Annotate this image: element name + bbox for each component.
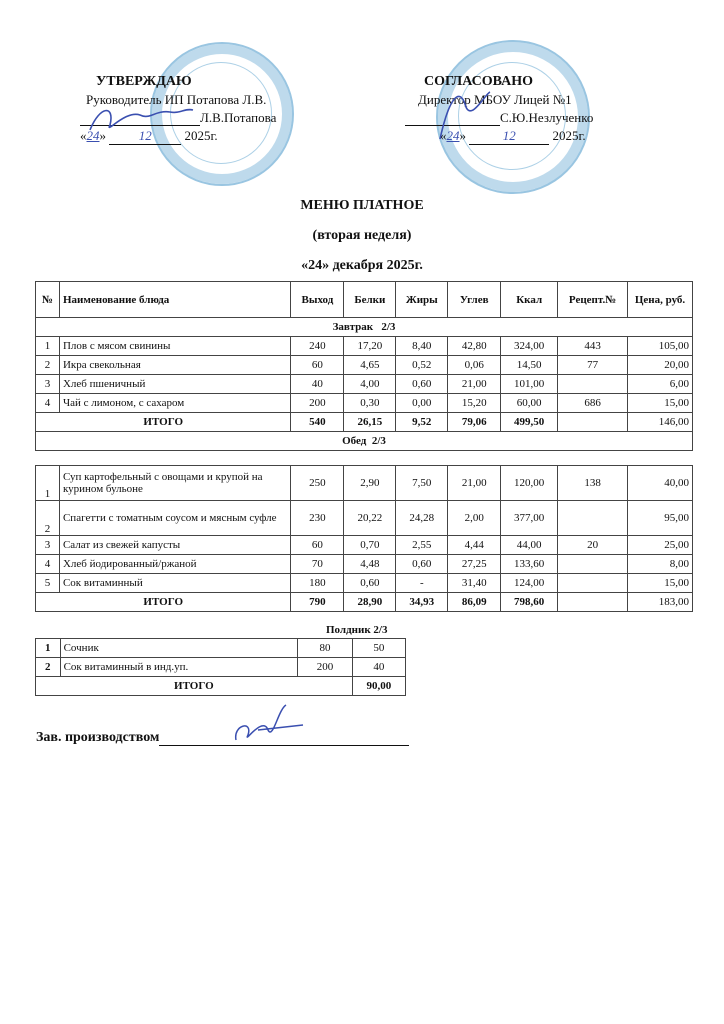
cell-number: 3	[36, 375, 60, 394]
approval-right-date-year: 2025г.	[552, 128, 586, 143]
cell-number: 2	[36, 658, 61, 677]
snack-table	[35, 638, 406, 696]
table-row	[36, 466, 693, 501]
footer-label: Зав. производством	[36, 730, 160, 745]
cell-dish: Плов с мясом свинины	[59, 337, 290, 356]
cell-number: 2	[36, 356, 60, 375]
cell-carbs: 79,06	[448, 413, 501, 432]
col-header-dish: Наименование блюда	[59, 282, 290, 318]
section-lunch	[36, 432, 693, 451]
cell-protein: 0,30	[344, 394, 396, 413]
cell-dish: Суп картофельный с овощами и крупой на курином бульоне	[59, 466, 290, 501]
cell-recipe: 686	[558, 394, 628, 413]
cell-price: 6,00	[628, 375, 693, 394]
cell-price: 183,00	[628, 593, 693, 612]
cell-recipe	[558, 574, 628, 593]
cell-recipe	[558, 375, 628, 394]
col-header-carbs: Углев	[448, 282, 501, 318]
table-row	[36, 555, 693, 574]
cell-kcal: 14,50	[501, 356, 558, 375]
cell-dish: Икра свекольная	[59, 356, 290, 375]
table-header-row	[36, 282, 693, 318]
cell-yield: 60	[291, 536, 344, 555]
cell-yield: 80	[298, 639, 352, 658]
cell-protein: 20,22	[344, 501, 396, 536]
cell-fat: -	[396, 574, 448, 593]
table-row	[36, 574, 693, 593]
col-header-recipe: Рецепт.№	[558, 282, 628, 318]
cell-dish: Сок витаминный	[59, 574, 290, 593]
cell-fat: 0,60	[396, 555, 448, 574]
cell-price: 90,00	[352, 677, 405, 696]
cell-carbs: 86,09	[448, 593, 501, 612]
cell-kcal: 377,00	[501, 501, 558, 536]
cell-yield: 40	[291, 375, 344, 394]
cell-fat: 24,28	[396, 501, 448, 536]
section-lunch-label: Обед 2/3	[36, 432, 693, 451]
cell-kcal: 324,00	[501, 337, 558, 356]
cell-recipe	[558, 593, 628, 612]
cell-recipe: 20	[558, 536, 628, 555]
cell-number: 1	[36, 466, 60, 501]
cell-number: 4	[36, 555, 60, 574]
cell-number: 4	[36, 394, 60, 413]
footer-production-manager	[36, 730, 409, 746]
approval-right-date: «24» 12 2025г.	[440, 128, 586, 143]
cell-recipe	[558, 501, 628, 536]
table-total-row	[36, 593, 693, 612]
table-row	[36, 536, 693, 555]
cell-fat: 2,55	[396, 536, 448, 555]
cell-protein: 4,00	[344, 375, 396, 394]
cell-protein: 4,48	[344, 555, 396, 574]
cell-carbs: 42,80	[448, 337, 501, 356]
cell-kcal: 44,00	[501, 536, 558, 555]
cell-number: 1	[36, 639, 61, 658]
cell-yield: 540	[291, 413, 344, 432]
approval-right-heading: СОГЛАСОВАНО	[424, 74, 533, 89]
cell-kcal: 101,00	[501, 375, 558, 394]
cell-kcal: 124,00	[501, 574, 558, 593]
cell-kcal: 120,00	[501, 466, 558, 501]
section-breakfast-label: Завтрак 2/3	[36, 318, 693, 337]
cell-price: 20,00	[628, 356, 693, 375]
page-date: «24» декабря 2025г.	[301, 258, 423, 273]
col-header-yield: Выход	[291, 282, 344, 318]
cell-protein: 0,60	[344, 574, 396, 593]
col-header-protein: Белки	[344, 282, 396, 318]
cell-protein: 17,20	[344, 337, 396, 356]
approval-right-date-month: 12	[469, 128, 549, 145]
cell-fat: 8,40	[396, 337, 448, 356]
total-label: ИТОГО	[36, 593, 291, 612]
menu-table	[35, 281, 693, 612]
page-title: МЕНЮ ПЛАТНОЕ	[300, 198, 424, 213]
cell-dish: Сок витаминный в инд.уп.	[60, 658, 298, 677]
cell-price: 105,00	[628, 337, 693, 356]
table-row	[36, 501, 693, 536]
table-row	[36, 375, 693, 394]
cell-fat: 7,50	[396, 466, 448, 501]
cell-recipe: 138	[558, 466, 628, 501]
cell-protein: 4,65	[344, 356, 396, 375]
cell-carbs: 21,00	[448, 466, 501, 501]
approval-left-heading: УТВЕРЖДАЮ	[96, 74, 192, 89]
cell-protein: 26,15	[344, 413, 396, 432]
cell-dish: Хлеб пшеничный	[59, 375, 290, 394]
approval-left-signer: Л.В.Потапова	[200, 110, 277, 125]
cell-fat: 0,60	[396, 375, 448, 394]
col-header-fat: Жиры	[396, 282, 448, 318]
cell-recipe	[558, 413, 628, 432]
cell-protein: 0,70	[344, 536, 396, 555]
col-header-kcal: Ккал	[501, 282, 558, 318]
cell-fat: 9,52	[396, 413, 448, 432]
cell-dish: Хлеб йодированный/ржаной	[59, 555, 290, 574]
cell-price: 40	[352, 658, 405, 677]
cell-yield: 60	[291, 356, 344, 375]
cell-price: 8,00	[628, 555, 693, 574]
cell-number: 1	[36, 337, 60, 356]
cell-dish: Чай с лимоном, с сахаром	[59, 394, 290, 413]
cell-recipe	[558, 555, 628, 574]
cell-kcal: 798,60	[501, 593, 558, 612]
cell-yield: 180	[291, 574, 344, 593]
approval-left-position: Руководитель ИП Потапова Л.В.	[86, 92, 267, 107]
cell-yield: 200	[298, 658, 352, 677]
signature-footer-icon	[228, 700, 308, 750]
table-total-row	[36, 413, 693, 432]
snack-row	[36, 639, 406, 658]
approval-left-date-month: 12	[109, 128, 181, 145]
cell-price: 15,00	[628, 394, 693, 413]
cell-price: 146,00	[628, 413, 693, 432]
section-gap	[36, 451, 693, 466]
cell-protein: 28,90	[344, 593, 396, 612]
cell-yield: 230	[291, 501, 344, 536]
signature-right-icon	[430, 84, 500, 144]
approval-right-date-day: 24	[446, 128, 460, 143]
cell-dish: Салат из свежей капусты	[59, 536, 290, 555]
cell-kcal: 133,60	[501, 555, 558, 574]
snack-total-row	[36, 677, 406, 696]
table-row	[36, 356, 693, 375]
cell-price: 15,00	[628, 574, 693, 593]
cell-kcal: 499,50	[501, 413, 558, 432]
approval-left-date-day: 24	[86, 128, 100, 143]
col-header-price: Цена, руб.	[628, 282, 693, 318]
cell-yield: 250	[291, 466, 344, 501]
cell-kcal: 60,00	[501, 394, 558, 413]
cell-recipe: 443	[558, 337, 628, 356]
approval-left-date: «24» 12 2025г.	[80, 128, 218, 143]
signature-left-icon	[85, 100, 195, 140]
table-row	[36, 394, 693, 413]
page-subtitle: (вторая неделя)	[312, 228, 412, 243]
cell-carbs: 0,06	[448, 356, 501, 375]
cell-price: 25,00	[628, 536, 693, 555]
total-label: ИТОГО	[36, 677, 353, 696]
cell-price: 50	[352, 639, 405, 658]
cell-dish: Спагетти с томатным соусом и мясным суфле	[59, 501, 290, 536]
approval-right-signer: С.Ю.Незлученко	[500, 110, 594, 125]
cell-price: 40,00	[628, 466, 693, 501]
cell-fat: 34,93	[396, 593, 448, 612]
section-snack-label: Полдник 2/3	[326, 624, 388, 636]
cell-carbs: 4,44	[448, 536, 501, 555]
approval-right-position: Директор МБОУ Лицей №1	[418, 92, 572, 107]
cell-price: 95,00	[628, 501, 693, 536]
cell-fat: 0,52	[396, 356, 448, 375]
cell-protein: 2,90	[344, 466, 396, 501]
total-label: ИТОГО	[36, 413, 291, 432]
cell-yield: 200	[291, 394, 344, 413]
approval-left-date-year: 2025г.	[184, 128, 218, 143]
cell-yield: 240	[291, 337, 344, 356]
section-breakfast	[36, 318, 693, 337]
cell-fat: 0,00	[396, 394, 448, 413]
cell-yield: 790	[291, 593, 344, 612]
cell-number: 2	[36, 501, 60, 536]
cell-number: 5	[36, 574, 60, 593]
cell-carbs: 27,25	[448, 555, 501, 574]
snack-row	[36, 658, 406, 677]
col-header-number: №	[36, 282, 60, 318]
cell-carbs: 31,40	[448, 574, 501, 593]
cell-carbs: 2,00	[448, 501, 501, 536]
cell-number: 3	[36, 536, 60, 555]
cell-carbs: 21,00	[448, 375, 501, 394]
table-row	[36, 337, 693, 356]
cell-yield: 70	[291, 555, 344, 574]
cell-dish: Сочник	[60, 639, 298, 658]
cell-recipe: 77	[558, 356, 628, 375]
cell-carbs: 15,20	[448, 394, 501, 413]
